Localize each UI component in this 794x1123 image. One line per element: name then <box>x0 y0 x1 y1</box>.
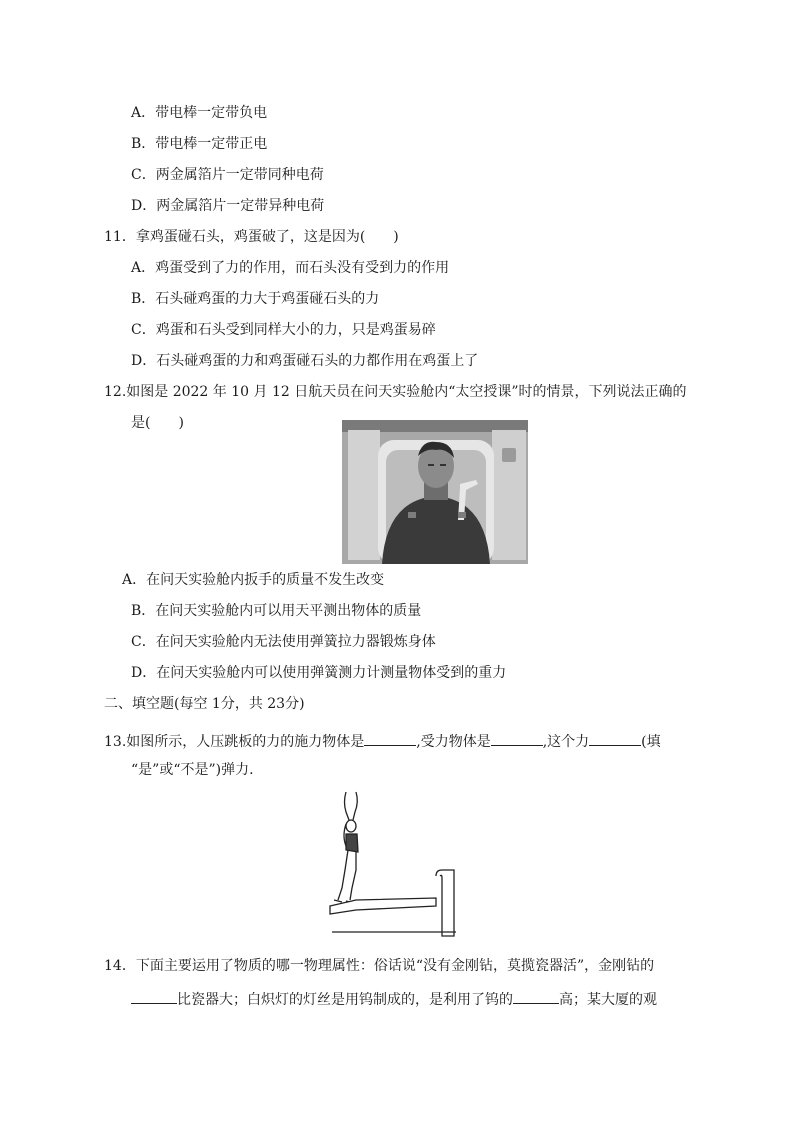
q13-text-3: ,这个力 <box>542 734 590 750</box>
q13-text-1: 13.如图所示，人压跳板的力的施力物体是 <box>104 734 365 750</box>
q14-line2 <box>131 987 657 1010</box>
q11-option-b: B．石头碰鸡蛋的力大于鸡蛋碰石头的力 <box>131 291 380 307</box>
q11-option-c: C．鸡蛋和石头受到同样大小的力，只是鸡蛋易碎 <box>131 322 436 338</box>
q13-blank-3 <box>589 729 641 746</box>
q12-stem-line1: 12.如图是 2022 年 10 月 12 日航天员在问天实验舱内“太空授课”时的情景，下列说法正确的 <box>104 384 687 400</box>
q12-option-c: C．在问天实验舱内无法使用弹簧拉力器锻炼身体 <box>131 634 436 650</box>
q14-line1: 14．下面主要运用了物质的哪一物理属性：俗话说“没有金刚钻，莫揽瓷器活”，金刚钻的 <box>104 958 655 974</box>
q10-option-d: D．两金属箔片一定带异种电荷 <box>131 198 325 214</box>
q13-line2: “是”或“不是”)弹力. <box>131 762 254 778</box>
q11-stem: 11．拿鸡蛋碰石头，鸡蛋破了，这是因为( ) <box>104 229 399 245</box>
q13-line1 <box>104 729 661 752</box>
q13-blank-2 <box>491 729 543 746</box>
q13-text-2: ,受力物体是 <box>416 734 491 750</box>
q14-text-3: 高；某大厦的观 <box>559 992 657 1008</box>
q11-option-d: D．石头碰鸡蛋的力和鸡蛋碰石头的力都作用在鸡蛋上了 <box>131 353 479 369</box>
q13-text-4: (填 <box>641 734 661 750</box>
q10-option-b: B．带电棒一定带正电 <box>131 136 268 152</box>
section-title: 二、填空题(每空 1分，共 23分) <box>104 696 305 712</box>
q10-option-a: A．带电棒一定带负电 <box>131 105 268 121</box>
q14-blank-2 <box>513 987 559 1004</box>
q10-option-c: C．两金属箔片一定带同种电荷 <box>131 167 324 183</box>
q12-option-d: D．在问天实验舱内可以使用弹簧测力计测量物体受到的重力 <box>131 665 507 681</box>
astronaut-photo <box>342 420 528 564</box>
q12-stem-line2: 是( ) <box>131 415 184 431</box>
diving-board-diagram <box>326 790 460 940</box>
q12-option-b: B．在问天实验舱内可以用天平测出物体的质量 <box>131 603 422 619</box>
q14-text-2: 比瓷器大；白炽灯的灯丝是用钨制成的，是利用了钨的 <box>177 992 513 1008</box>
q14-blank-1 <box>131 987 177 1004</box>
q13-blank-1 <box>364 729 416 746</box>
q11-option-a: A．鸡蛋受到了力的作用，而石头没有受到力的作用 <box>131 260 450 276</box>
q12-option-a: A．在问天实验舱内扳手的质量不发生改变 <box>122 572 385 588</box>
